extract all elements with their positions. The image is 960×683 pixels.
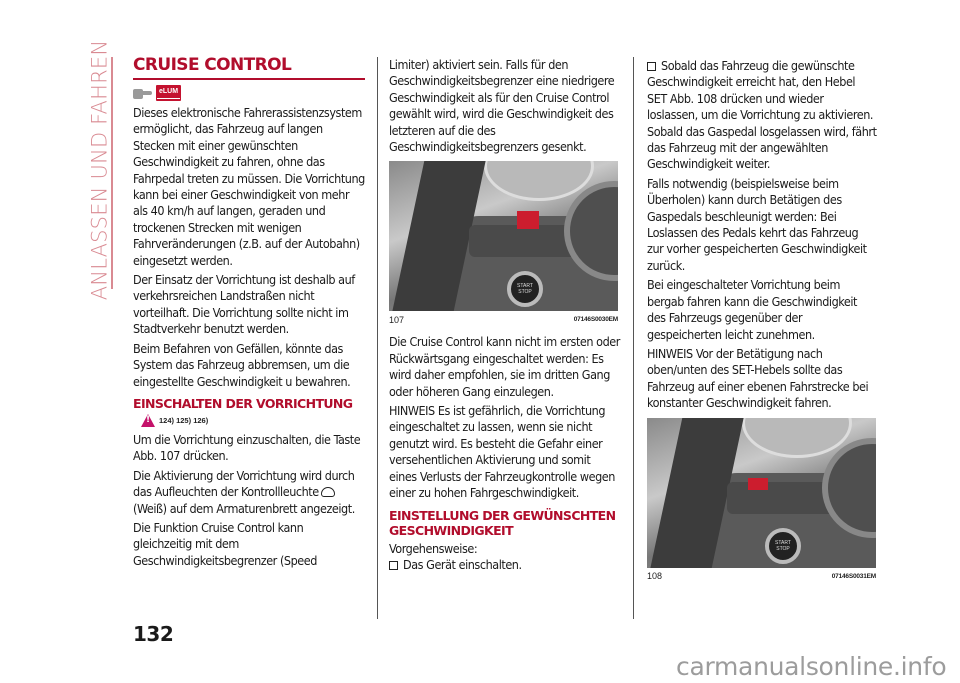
paragraph: Die Funktion Cruise Control kann gleichzeitig mit dem Geschwindigkeitsbegrenzer (Speed xyxy=(133,519,317,568)
page-title: CRUISE CONTROL xyxy=(133,55,365,80)
set-lever-highlight xyxy=(748,478,768,490)
column-divider xyxy=(377,57,378,619)
page-number: 132 xyxy=(133,622,174,646)
checkbox-bullet-icon xyxy=(647,62,656,71)
control-panel xyxy=(469,225,579,257)
paragraph: Der Einsatz der Vorrichtung ist deshalb auf verkehrsreichen Landstraßen nicht vorteilhaft. Die Vorrichtung sollte nicht im Stadtverkehr benutzt werden. xyxy=(133,272,355,337)
paragraph-activation xyxy=(133,468,365,517)
paragraph: Beim Befahren von Gefällen, könnte das System das Fahrzeug abbremsen, um die eingestellte Geschwindigkeit u bewahren. xyxy=(133,340,351,389)
bullet-item xyxy=(647,58,877,173)
elum-badge: eLUM xyxy=(156,85,181,101)
paragraph: Limiter) aktiviert sein. Falls für den Geschwindigkeitsbegrenzer eine niedrigere Geschwindigkeit als für den Cruise Control gewählt wird, wird die Geschwindigkeit des letzteren auf die des Geschwindigkeitsbegrenzers gesenkt. xyxy=(389,57,615,155)
subheading-einstellung: EINSTELLUNG DER GEWÜNSCHTEN GESCHWINDIGKEIT xyxy=(389,507,616,538)
figure-108 xyxy=(647,418,876,583)
figure-caption xyxy=(389,313,618,326)
gauge-cluster xyxy=(742,418,852,458)
bullet-text: Das Gerät einschalten. xyxy=(403,556,522,572)
bullet-item xyxy=(389,557,621,573)
paragraph: Die Cruise Control kann nicht im ersten oder Rückwärtsgang eingeschaltet werden: Es wird daher empfohlen, sie im dritten Gang oder höheren Gang einzulegen. xyxy=(389,334,620,399)
pointing-hand-icon xyxy=(133,87,153,99)
bullet-text: Sobald das Fahrzeug die gewünschte Geschwindigkeit erreicht hat, den Hebel SET Abb. 108 drücken und wieder loslassen, um die Vorrichtung zu aktivieren. Sobald das Gaspedal losgelassen wird, fährt das Fahrzeug mit der angewählten Geschwindigkeit weiter. xyxy=(647,58,877,172)
watermark: carmanualsonline.info xyxy=(676,652,947,681)
column-2 xyxy=(389,57,621,576)
warning-triangle-icon xyxy=(141,414,155,427)
paragraph: Um die Vorrichtung einzuschalten, die Taste Abb. 107 drücken. xyxy=(133,431,361,464)
figure-107 xyxy=(389,161,618,326)
subheading-einschalten: EINSCHALTEN DER VORRICHTUNG xyxy=(133,395,353,411)
procedure-label: Vorgehensweise: xyxy=(389,540,478,556)
section-side-title xyxy=(84,39,114,301)
text: (Weiß) auf dem Armaturenbrett angezeigt. xyxy=(133,500,355,516)
section-side-bar xyxy=(111,57,113,289)
column-divider xyxy=(633,57,634,619)
figure-code: 07146S0030EM xyxy=(573,316,618,324)
section-title-text: ANLASSEN UND FAHREN xyxy=(87,39,112,301)
column-1 xyxy=(133,55,365,572)
figure-code: 07146S0031EM xyxy=(831,572,876,580)
paragraph: HINWEIS Es ist gefährlich, die Vorrichtung eingeschaltet zu lassen, wenn sie nicht genutzt wird. Es besteht die Gefahr einer versehentlichen Aktivierung und somit eines Verlusts der Fahrzeugkontrolle wegen einer zu hohen Fahrgeschwindigkeit. xyxy=(389,403,615,501)
control-panel xyxy=(727,482,837,514)
warning-refs-text: 124) 125) 126) xyxy=(159,416,209,426)
paragraph: Dieses elektronische Fahrerassistenzsystem ermöglicht, das Fahrzeug auf langen Stecken mit einer gewünschten Geschwindigkeit zu fahren, ohne das Fahrpedal treten zu müssen. Die Vorrichtung kann bei einer Geschwindigkeit von mehr als 40 km/h auf langen, geraden und trockenen Strecken mit wenigen Fahrveränderungen (z.B. auf der Autobahn) eingesetzt werden. xyxy=(133,105,365,268)
text: Die Aktivierung der Vorrichtung wird durch das Aufleuchten der Kontrollleuchte xyxy=(133,467,355,500)
paragraph: Bei eingeschalteter Vorrichtung beim bergab fahren kann die Geschwindigkeit des Fahrzeugs gegenüber der gespeicherten leicht zunehmen. xyxy=(647,277,858,342)
paragraph: HINWEIS Vor der Betätigung nach oben/unten des SET-Hebels sollte das Fahrzeug auf einer ebenen Fahrstrecke bei konstanter Geschwindigkeit fahren. xyxy=(647,345,869,411)
checkbox-bullet-icon xyxy=(389,561,398,570)
warning-references xyxy=(141,413,365,429)
figure-number: 107 xyxy=(389,314,405,325)
cruise-button-highlight xyxy=(517,211,539,229)
figure-number: 108 xyxy=(647,571,663,582)
availability-icons xyxy=(133,83,365,103)
figure-caption xyxy=(647,570,876,583)
steering-wheel-image xyxy=(647,418,876,568)
start-stop-button xyxy=(765,528,801,564)
paragraph: Falls notwendig (beispielsweise beim Überholen) kann durch Betätigen des Gaspedals beschleunigt werden: Bei Loslassen des Pedals kehrt das Fahrzeug zur vorher gespeicherten Geschwindigkeit zurück. xyxy=(647,175,867,273)
cruise-control-indicator-icon xyxy=(321,487,335,497)
steering-wheel-image xyxy=(389,161,618,311)
column-3 xyxy=(647,58,877,583)
